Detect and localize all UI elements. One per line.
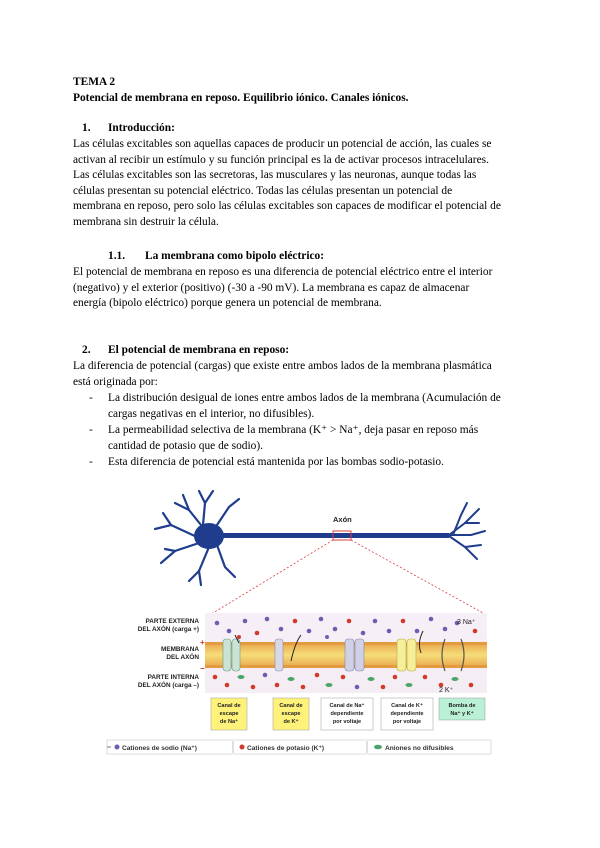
section-1-title: Introducción:: [108, 122, 175, 134]
paragraph-line: está originada por:: [73, 375, 158, 388]
neuron-illustration: [155, 491, 485, 585]
section-1-1-paragraph: [73, 265, 533, 312]
legend-anion-swatch: [374, 745, 382, 750]
axon-label: Axón: [333, 515, 352, 524]
svg-text:−: −: [200, 664, 205, 673]
section-2-number: 2.: [82, 344, 91, 356]
paragraph-line: Las células excitables son las secretoras, las musculares y las neuronas, aunque todas las: [73, 169, 477, 182]
label-membrane-1: MEMBRANA: [161, 646, 199, 653]
channel-label: [273, 698, 309, 730]
svg-text:Canal de K⁺: Canal de K⁺: [391, 703, 423, 709]
svg-text:Canal de: Canal de: [217, 703, 241, 709]
pump-label: [439, 698, 485, 720]
svg-text:por voltaje: por voltaje: [392, 719, 422, 725]
figure-legend: [107, 740, 491, 754]
paragraph-line: La diferencia de potencial (cargas) que existe entre ambos lados de la membrana plasmática: [73, 360, 492, 372]
svg-text:dependiente: dependiente: [330, 711, 364, 717]
svg-text:de K⁺: de K⁺: [283, 719, 299, 725]
svg-text:Bomba de: Bomba de: [448, 703, 476, 709]
channel-label: [321, 698, 373, 730]
svg-text:de Na⁺: de Na⁺: [219, 719, 239, 725]
paragraph-line: Las células excitables son aquellas capaces de producir un potencial de acción, las cuales se: [73, 138, 492, 150]
paragraph-line: (negativo) y el exterior (positivo) (-30 a -90 mV). La membrana es capaz de almacenar: [73, 281, 470, 294]
bullet-item: - La permeabilidad selectiva de la membrana (K⁺ > Na⁺, deja pasar en reposo más cantidad de potasio que de sodio).: [89, 424, 479, 452]
document-subtitle: Potencial de membrana en reposo. Equilibrio iónico. Canales iónicos.: [73, 92, 409, 104]
paragraph-line: membrana en reposo, pero solo las células excitables son capaces de modificar el potencial de: [73, 200, 501, 213]
pump-bottom-label: 2 K⁺: [439, 687, 454, 694]
channel-label: [381, 698, 433, 730]
svg-text:Canal de Na⁺: Canal de Na⁺: [329, 703, 365, 709]
svg-text:dependiente: dependiente: [390, 711, 424, 717]
label-inner-1: PARTE INTERNA: [147, 674, 199, 681]
legend-anion: Aniones no difusibles: [385, 745, 454, 752]
section-2-paragraph: [73, 359, 533, 390]
legend-potassium-swatch: [240, 745, 245, 750]
paragraph-line: células presentan su potencial eléctrico. Todas las células presentan un potencial de: [73, 184, 453, 197]
svg-text:Na⁺ y K⁺: Na⁺ y K⁺: [450, 711, 474, 717]
label-outer-1: PARTE EXTERNA: [145, 618, 199, 625]
svg-text:Canal de: Canal de: [279, 703, 303, 709]
svg-text:escape: escape: [219, 711, 239, 717]
channel-label: [211, 698, 247, 730]
tema-title: TEMA 2: [73, 76, 116, 88]
bullet-item: - La distribución desigual de iones entre ambos lados de la membrana (Acumulación de cargas negativas en el interior, no difusibles).: [89, 392, 501, 420]
label-inner-2: DEL AXÓN (carga –): [137, 682, 199, 689]
svg-text:por voltaje: por voltaje: [332, 719, 362, 725]
section-1-number: 1.: [82, 122, 91, 134]
legend-sodium: Cationes de sodio (Na⁺): [122, 745, 197, 752]
svg-text:escape: escape: [281, 711, 301, 717]
section-1-1-number: 1.1.: [108, 250, 126, 262]
membrane-potential-figure: [105, 485, 495, 765]
membrane-panel: [200, 613, 487, 693]
zoom-line-left: [213, 540, 333, 613]
section-1-1-title: La membrana como bipolo eléctrico:: [145, 250, 325, 262]
zoom-line-right: [351, 540, 483, 613]
paragraph-line: membrana sin destruir la célula.: [73, 215, 219, 228]
paragraph-line: activan al recibir un estímulo y su función principal es la de activar procesos intracelulares.: [73, 153, 489, 166]
section-1-paragraph: [73, 137, 533, 231]
paragraph-line: energía (bipolo eléctrico) porque genera un potencial de membrana.: [73, 297, 382, 310]
bullet-item: - Esta diferencia de potencial está mantenida por las bombas sodio-potasio.: [89, 456, 444, 468]
svg-text:+: +: [200, 638, 205, 647]
label-outer-2: DEL AXÓN (carga +): [137, 626, 199, 633]
section-2-title: El potencial de membrana en reposo:: [108, 344, 290, 356]
legend-potassium: Cationes de potasio (K⁺): [247, 745, 325, 752]
label-membrane-2: DEL AXÓN: [166, 654, 199, 661]
legend-sodium-swatch: [115, 745, 120, 750]
paragraph-line: El potencial de membrana en reposo es una diferencia de potencial eléctrico entre el interior: [73, 266, 493, 278]
pump-top-label: 3 Na⁺: [457, 619, 476, 626]
